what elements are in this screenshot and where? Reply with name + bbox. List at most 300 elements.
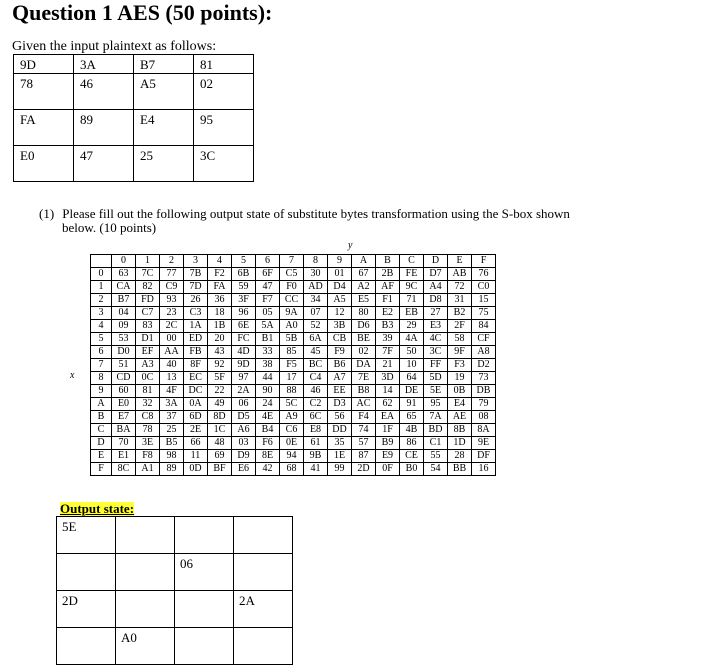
sbox-cell: 50 xyxy=(400,346,424,359)
sbox-cell: B3 xyxy=(376,320,400,333)
sbox-cell: BB xyxy=(448,463,472,476)
sbox-cell: D9 xyxy=(232,450,256,463)
sbox-cell: 02 xyxy=(352,346,376,359)
sbox-cell: 55 xyxy=(424,450,448,463)
sbox-cell: 21 xyxy=(376,359,400,372)
sbox-cell: 5F xyxy=(208,372,232,385)
sbox-cell: 8E xyxy=(256,450,280,463)
sbox-cell: C3 xyxy=(184,307,208,320)
sbox-cell: 0F xyxy=(376,463,400,476)
sbox-cell: 96 xyxy=(232,307,256,320)
sbox-cell: 9A xyxy=(280,307,304,320)
sbox-cell: CB xyxy=(328,333,352,346)
sbox-row-header: A xyxy=(91,398,112,411)
sbox-cell: FB xyxy=(184,346,208,359)
sbox-cell: 11 xyxy=(184,450,208,463)
sbox-cell: 3F xyxy=(232,294,256,307)
output-cell[interactable] xyxy=(175,628,234,665)
output-cell[interactable] xyxy=(57,628,116,665)
sbox-cell: 8B xyxy=(448,424,472,437)
sbox-cell: 63 xyxy=(112,268,136,281)
sbox-cell: 52 xyxy=(304,320,328,333)
sbox-cell: DE xyxy=(400,385,424,398)
sbox-cell: E8 xyxy=(304,424,328,437)
sbox-cell: 13 xyxy=(160,372,184,385)
sbox-cell: BD xyxy=(424,424,448,437)
sbox-cell: E6 xyxy=(232,463,256,476)
output-cell[interactable]: 2A xyxy=(234,591,293,628)
sbox-cell: EB xyxy=(400,307,424,320)
sbox-cell: 4D xyxy=(232,346,256,359)
sbox-cell: F5 xyxy=(280,359,304,372)
sbox-cell: 07 xyxy=(304,307,328,320)
sbox-cell: EC xyxy=(184,372,208,385)
sbox-cell: B5 xyxy=(160,437,184,450)
sbox-cell: 0B xyxy=(448,385,472,398)
sbox-cell: C6 xyxy=(280,424,304,437)
sbox-cell: 6E xyxy=(232,320,256,333)
sbox-cell: 6B xyxy=(232,268,256,281)
sbox-col-header: 3 xyxy=(184,255,208,268)
output-cell[interactable] xyxy=(234,628,293,665)
sbox-cell: 47 xyxy=(256,281,280,294)
sbox-cell: 80 xyxy=(352,307,376,320)
sbox-cell: 74 xyxy=(352,424,376,437)
sbox-row-header: 4 xyxy=(91,320,112,333)
given-text: Given the input plaintext as follows: xyxy=(12,39,217,54)
sbox-cell: 15 xyxy=(472,294,496,307)
sbox-cell: A5 xyxy=(328,294,352,307)
sbox-cell: EA xyxy=(376,411,400,424)
sbox-cell: 2F xyxy=(448,320,472,333)
sbox-cell: 7A xyxy=(424,411,448,424)
sbox-cell: B4 xyxy=(256,424,280,437)
sbox-cell: F8 xyxy=(136,450,160,463)
sbox-cell: 2B xyxy=(376,268,400,281)
sbox-cell: 46 xyxy=(304,385,328,398)
sbox-cell: 73 xyxy=(472,372,496,385)
sbox-cell: 31 xyxy=(448,294,472,307)
sbox-cell: F9 xyxy=(328,346,352,359)
sbox-cell: 41 xyxy=(304,463,328,476)
sbox-cell: 75 xyxy=(472,307,496,320)
sbox-cell: 38 xyxy=(256,359,280,372)
sbox-cell: DB xyxy=(472,385,496,398)
sbox-cell: B8 xyxy=(352,385,376,398)
sbox-cell: 48 xyxy=(208,437,232,450)
sbox-cell: A1 xyxy=(136,463,160,476)
sbox-y-label: y xyxy=(348,240,353,251)
sbox-cell: 90 xyxy=(256,385,280,398)
sbox-cell: 2A xyxy=(232,385,256,398)
sbox-cell: 88 xyxy=(280,385,304,398)
sbox-cell: FA xyxy=(208,281,232,294)
sbox-cell: 0E xyxy=(280,437,304,450)
output-state-table[interactable] xyxy=(56,516,293,665)
sbox-cell: F7 xyxy=(256,294,280,307)
sbox-cell: A0 xyxy=(280,320,304,333)
sbox-cell: 3D xyxy=(376,372,400,385)
sbox-cell: 67 xyxy=(352,268,376,281)
question-1 xyxy=(39,207,639,235)
plaintext-cell: 78 xyxy=(14,74,74,110)
output-cell[interactable]: 06 xyxy=(175,554,234,591)
sbox-cell: AD xyxy=(304,281,328,294)
sbox-cell: F2 xyxy=(208,268,232,281)
sbox-cell: 7C xyxy=(136,268,160,281)
sbox-row xyxy=(91,294,496,307)
sbox-row-header: C xyxy=(91,424,112,437)
sbox-cell: 35 xyxy=(328,437,352,450)
sbox-row xyxy=(91,424,496,437)
sbox-cell: 4E xyxy=(256,411,280,424)
sbox-cell: 24 xyxy=(256,398,280,411)
output-row xyxy=(57,554,293,591)
sbox-cell: C8 xyxy=(136,411,160,424)
sbox-row xyxy=(91,268,496,281)
question-line-1: Please fill out the following output state of substitute bytes transformation using the S-box shown xyxy=(62,206,570,221)
output-cell[interactable]: 5E xyxy=(57,517,116,554)
sbox-cell: 03 xyxy=(232,437,256,450)
sbox-cell: 00 xyxy=(160,333,184,346)
sbox-cell: 3E xyxy=(136,437,160,450)
plaintext-row xyxy=(14,110,254,146)
plaintext-cell: 3C xyxy=(194,146,254,182)
sbox-cell: 3B xyxy=(328,320,352,333)
sbox-cell: B2 xyxy=(448,307,472,320)
sbox-cell: 8C xyxy=(112,463,136,476)
sbox-cell: 2E xyxy=(184,424,208,437)
sbox-cell: 59 xyxy=(232,281,256,294)
sbox-row xyxy=(91,463,496,476)
plaintext-cell: 46 xyxy=(74,74,134,110)
sbox-cell: 82 xyxy=(136,281,160,294)
sbox-cell: AB xyxy=(448,268,472,281)
sbox-col-header: 6 xyxy=(256,255,280,268)
sbox-row xyxy=(91,411,496,424)
output-cell[interactable] xyxy=(175,591,234,628)
question-number: (1) xyxy=(39,206,55,221)
sbox-cell: FF xyxy=(424,359,448,372)
sbox-cell: 7D xyxy=(184,281,208,294)
sbox-cell: 39 xyxy=(376,333,400,346)
sbox-cell: 70 xyxy=(112,437,136,450)
sbox-cell: 9E xyxy=(472,437,496,450)
sbox-cell: D0 xyxy=(112,346,136,359)
sbox-cell: 1C xyxy=(208,424,232,437)
sbox-cell: F0 xyxy=(280,281,304,294)
sbox-cell: 23 xyxy=(160,307,184,320)
sbox-cell: 92 xyxy=(208,359,232,372)
output-cell[interactable]: A0 xyxy=(116,628,175,665)
plaintext-row xyxy=(14,55,254,74)
sbox-cell: E2 xyxy=(376,307,400,320)
sbox-row-header: 5 xyxy=(91,333,112,346)
sbox-cell: C0 xyxy=(472,281,496,294)
sbox-cell: BC xyxy=(304,359,328,372)
plaintext-cell: 81 xyxy=(194,55,254,74)
sbox-col-header: F xyxy=(472,255,496,268)
sbox-cell: 54 xyxy=(424,463,448,476)
sbox-cell: CD xyxy=(112,372,136,385)
sbox-row xyxy=(91,372,496,385)
sbox-cell: CF xyxy=(472,333,496,346)
sbox-cell: 34 xyxy=(304,294,328,307)
plaintext-cell: B7 xyxy=(134,55,194,74)
sbox-cell: 1E xyxy=(328,450,352,463)
sbox-cell: D2 xyxy=(472,359,496,372)
sbox-cell: 9F xyxy=(448,346,472,359)
sbox-cell: A9 xyxy=(280,411,304,424)
sbox-cell: F1 xyxy=(376,294,400,307)
sbox-cell: 1D xyxy=(448,437,472,450)
sbox-cell: A8 xyxy=(472,346,496,359)
plaintext-row xyxy=(14,74,254,110)
sbox-cell: 25 xyxy=(160,424,184,437)
sbox-cell: E5 xyxy=(352,294,376,307)
output-cell[interactable] xyxy=(234,517,293,554)
sbox-cell: D3 xyxy=(328,398,352,411)
plaintext-cell: 25 xyxy=(134,146,194,182)
sbox-row xyxy=(91,346,496,359)
sbox-cell: B0 xyxy=(400,463,424,476)
sbox-cell: 9C xyxy=(400,281,424,294)
sbox-cell: 0D xyxy=(184,463,208,476)
output-cell[interactable] xyxy=(116,554,175,591)
sbox-cell: 6F xyxy=(256,268,280,281)
sbox-cell: 6D xyxy=(184,411,208,424)
sbox-cell: FE xyxy=(400,268,424,281)
sbox-col-header: 5 xyxy=(232,255,256,268)
sbox-cell: 1F xyxy=(376,424,400,437)
sbox-cell: F4 xyxy=(352,411,376,424)
sbox-cell: CC xyxy=(280,294,304,307)
sbox-cell: 56 xyxy=(328,411,352,424)
sbox-cell: 85 xyxy=(280,346,304,359)
sbox-cell: D5 xyxy=(232,411,256,424)
sbox-cell: 5A xyxy=(256,320,280,333)
sbox-row-header: 2 xyxy=(91,294,112,307)
sbox-cell: 4A xyxy=(400,333,424,346)
sbox-cell: AC xyxy=(352,398,376,411)
sbox-header-row xyxy=(91,255,496,268)
sbox-cell: 08 xyxy=(472,411,496,424)
sbox-cell: 53 xyxy=(112,333,136,346)
sbox-col-header: D xyxy=(424,255,448,268)
sbox-cell: 71 xyxy=(400,294,424,307)
sbox-cell: FC xyxy=(232,333,256,346)
sbox-cell: AA xyxy=(160,346,184,359)
sbox-cell: 83 xyxy=(136,320,160,333)
sbox-cell: 22 xyxy=(208,385,232,398)
sbox-row xyxy=(91,333,496,346)
sbox-x-label: x xyxy=(70,370,75,381)
plaintext-cell: E0 xyxy=(14,146,74,182)
sbox-cell: 43 xyxy=(208,346,232,359)
sbox-cell: 4C xyxy=(424,333,448,346)
sbox-cell: 5C xyxy=(280,398,304,411)
plaintext-cell: 89 xyxy=(74,110,134,146)
sbox-cell: 9D xyxy=(232,359,256,372)
sbox-cell: 9B xyxy=(304,450,328,463)
sbox-cell: C7 xyxy=(136,307,160,320)
sbox-cell: 77 xyxy=(160,268,184,281)
sbox-cell: E3 xyxy=(424,320,448,333)
output-row xyxy=(57,628,293,665)
sbox-cell: D8 xyxy=(424,294,448,307)
output-cell[interactable] xyxy=(116,591,175,628)
sbox-cell: 30 xyxy=(304,268,328,281)
sbox-cell: AE xyxy=(448,411,472,424)
sbox-cell: B6 xyxy=(328,359,352,372)
sbox-row-header: 6 xyxy=(91,346,112,359)
sbox-cell: 64 xyxy=(400,372,424,385)
sbox-row xyxy=(91,450,496,463)
output-cell[interactable] xyxy=(234,554,293,591)
sbox-cell: 68 xyxy=(280,463,304,476)
sbox-cell: 27 xyxy=(424,307,448,320)
sbox-cell: 1A xyxy=(184,320,208,333)
sbox-cell: 10 xyxy=(400,359,424,372)
sbox-cell: BF xyxy=(208,463,232,476)
sbox-cell: 76 xyxy=(472,268,496,281)
sbox-cell: 01 xyxy=(328,268,352,281)
sbox-cell: 62 xyxy=(376,398,400,411)
sbox-cell: 97 xyxy=(232,372,256,385)
sbox-cell: 09 xyxy=(112,320,136,333)
sbox-cell: 89 xyxy=(160,463,184,476)
sbox-row xyxy=(91,281,496,294)
sbox-cell: B7 xyxy=(112,294,136,307)
sbox-cell: 72 xyxy=(448,281,472,294)
sbox-cell: E1 xyxy=(112,450,136,463)
sbox-cell: 04 xyxy=(112,307,136,320)
sbox-cell: 26 xyxy=(184,294,208,307)
sbox-cell: 93 xyxy=(160,294,184,307)
sbox-cell: 7E xyxy=(352,372,376,385)
sbox-cell: 95 xyxy=(424,398,448,411)
sbox-cell: E7 xyxy=(112,411,136,424)
sbox-cell: 5B xyxy=(280,333,304,346)
plaintext-cell: 95 xyxy=(194,110,254,146)
sbox-cell: 18 xyxy=(208,307,232,320)
sbox-cell: 8A xyxy=(472,424,496,437)
sbox-cell: E9 xyxy=(376,450,400,463)
sbox-cell: 5E xyxy=(424,385,448,398)
sbox-col-header: 2 xyxy=(160,255,184,268)
sbox-cell: 8F xyxy=(184,359,208,372)
sbox-cell: 61 xyxy=(304,437,328,450)
sbox-col-header: C xyxy=(400,255,424,268)
sbox-cell: C1 xyxy=(424,437,448,450)
sbox-cell: 65 xyxy=(400,411,424,424)
sbox-cell: 6C xyxy=(304,411,328,424)
sbox-cell: 29 xyxy=(400,320,424,333)
sbox-cell: 98 xyxy=(160,450,184,463)
sbox-cell: 86 xyxy=(400,437,424,450)
sbox-cell: 84 xyxy=(472,320,496,333)
page-title: Question 1 AES (50 points): xyxy=(12,0,273,25)
sbox-cell: 17 xyxy=(280,372,304,385)
output-state-label: Output state: xyxy=(60,501,135,516)
sbox-col-header: 8 xyxy=(304,255,328,268)
sbox-cell: BA xyxy=(112,424,136,437)
sbox-cell: A4 xyxy=(424,281,448,294)
sbox-cell: D7 xyxy=(424,268,448,281)
sbox-cell: 1B xyxy=(208,320,232,333)
output-cell[interactable] xyxy=(116,517,175,554)
sbox-cell: C9 xyxy=(160,281,184,294)
sbox-cell: 0A xyxy=(184,398,208,411)
sbox-cell: 28 xyxy=(448,450,472,463)
sbox-cell: 8D xyxy=(208,411,232,424)
sbox-cell: A3 xyxy=(136,359,160,372)
sbox-cell: F3 xyxy=(448,359,472,372)
sbox-cell: 6A xyxy=(304,333,328,346)
plaintext-cell: 02 xyxy=(194,74,254,110)
sbox-cell: 3A xyxy=(160,398,184,411)
output-row xyxy=(57,591,293,628)
sbox-cell: 49 xyxy=(208,398,232,411)
sbox-cell: 7B xyxy=(184,268,208,281)
output-cell[interactable]: 2D xyxy=(57,591,116,628)
sbox-cell: B1 xyxy=(256,333,280,346)
sbox-col-header: 4 xyxy=(208,255,232,268)
sbox-cell: EF xyxy=(136,346,160,359)
sbox-cell: 99 xyxy=(328,463,352,476)
sbox-cell: 37 xyxy=(160,411,184,424)
sbox-cell: 06 xyxy=(232,398,256,411)
sbox-cell: D6 xyxy=(352,320,376,333)
plaintext-cell: 9D xyxy=(14,55,74,74)
sbox-cell: A7 xyxy=(328,372,352,385)
sbox-cell: FD xyxy=(136,294,160,307)
sbox-row-header: E xyxy=(91,450,112,463)
sbox-cell: C4 xyxy=(304,372,328,385)
sbox-cell: 87 xyxy=(352,450,376,463)
sbox-cell: 0C xyxy=(136,372,160,385)
sbox-corner xyxy=(91,255,112,268)
sbox-row-header: 1 xyxy=(91,281,112,294)
sbox-cell: ED xyxy=(184,333,208,346)
sbox-cell: 05 xyxy=(256,307,280,320)
plaintext-cell: 47 xyxy=(74,146,134,182)
sbox-cell: 4F xyxy=(160,385,184,398)
sbox-row-header: 7 xyxy=(91,359,112,372)
plaintext-cell: FA xyxy=(14,110,74,146)
plaintext-table xyxy=(13,54,254,182)
output-row xyxy=(57,517,293,554)
sbox-cell: 2D xyxy=(352,463,376,476)
sbox-row-header: 8 xyxy=(91,372,112,385)
sbox-row-header: B xyxy=(91,411,112,424)
sbox-row-header: 3 xyxy=(91,307,112,320)
output-cell[interactable] xyxy=(57,554,116,591)
sbox-cell: 78 xyxy=(136,424,160,437)
sbox-col-header: 1 xyxy=(136,255,160,268)
sbox-row-header: F xyxy=(91,463,112,476)
plaintext-cell: E4 xyxy=(134,110,194,146)
output-cell[interactable] xyxy=(175,517,234,554)
plaintext-cell: 3A xyxy=(74,55,134,74)
sbox-cell: 60 xyxy=(112,385,136,398)
sbox-cell: F6 xyxy=(256,437,280,450)
sbox-cell: C5 xyxy=(280,268,304,281)
sbox-cell: 20 xyxy=(208,333,232,346)
sbox-cell: AF xyxy=(376,281,400,294)
sbox-cell: A2 xyxy=(352,281,376,294)
sbox-row xyxy=(91,398,496,411)
